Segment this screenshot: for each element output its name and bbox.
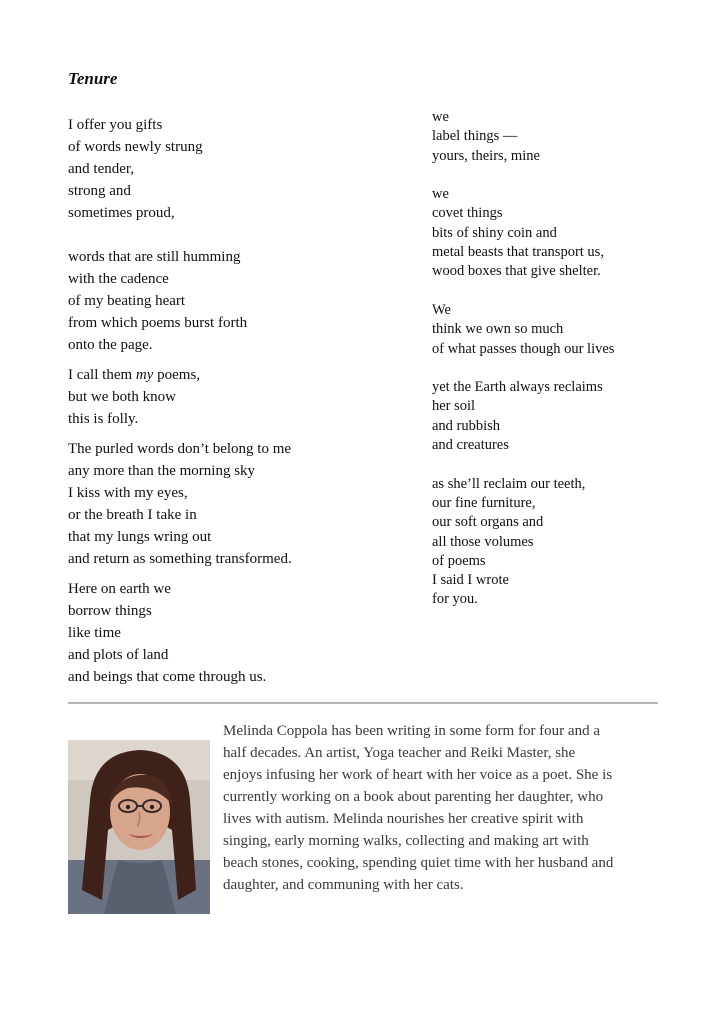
poem-title: Tenure: [68, 69, 118, 88]
poem-line: of poems: [432, 552, 486, 569]
poem-line: think we own so much: [432, 321, 564, 338]
stanza-5: [68, 578, 368, 688]
poem-line: but we both know: [68, 389, 176, 405]
poem-line: bits of shiny coin and: [432, 224, 557, 241]
poem-line: Here on earth we: [68, 581, 171, 597]
poem-line: any more than the morning sky: [68, 463, 256, 479]
poem-line: yet the Earth always reclaims: [432, 379, 603, 396]
poem-line: and beings that come through us.: [68, 669, 267, 685]
poem-line: and creatures: [432, 437, 509, 454]
poem-line: we: [432, 186, 449, 203]
poem-line: label things —: [432, 128, 518, 145]
poem-line: metal beasts that transport us,: [432, 244, 604, 261]
poem-line: that my lungs wring out: [68, 529, 212, 545]
poem-line: this is folly.: [68, 411, 139, 427]
stanza-10: [432, 475, 692, 610]
stanza-6: [432, 108, 692, 166]
poem-line: and rubbish: [432, 417, 501, 434]
poem-line: The purled words don’t belong to me: [68, 441, 292, 457]
poem-line: we: [432, 109, 449, 125]
stanza-7: [432, 185, 692, 281]
poem-line: words that are still humming: [68, 249, 241, 265]
poem-line: of words newly strung: [68, 139, 203, 155]
poem-line: all those volumes: [432, 533, 534, 550]
poem-right-column: [432, 108, 692, 610]
poem-line: our soft organs and: [432, 514, 544, 531]
author-bio: [223, 720, 663, 896]
poem-line: for you.: [432, 591, 478, 608]
poem-line: I kiss with my eyes,: [68, 485, 188, 501]
bio-line: daughter, and communing with her cats.: [223, 877, 464, 893]
poem-line: with the cadence: [68, 271, 169, 287]
poem-line-part: I call them: [68, 367, 136, 383]
author-photo: [68, 740, 210, 914]
poem-line: of what passes though our lives: [432, 340, 615, 357]
poem-line: her soil: [432, 398, 476, 415]
poem-line: like time: [68, 625, 121, 641]
poem-line: sometimes proud,: [68, 205, 175, 221]
bio-line: lives with autism. Melinda nourishes her creative spirit with: [223, 811, 584, 827]
poem-line: yours, theirs, mine: [432, 147, 540, 164]
bio-line: singing, early morning walks, collecting and making art with: [223, 833, 589, 849]
stanza-1: [68, 114, 368, 224]
poem-line: borrow things: [68, 603, 152, 619]
bio-line: currently working on a book about parenting her daughter, who: [223, 789, 604, 805]
stanza-4: [68, 438, 368, 570]
bio-line: enjoys infusing her work of heart with her voice as a poet. She is: [223, 767, 613, 783]
poem-line: of my beating heart: [68, 293, 186, 309]
stanza-2: [68, 246, 368, 356]
stanza-3: [68, 364, 368, 430]
poem-line: and plots of land: [68, 647, 169, 663]
poem-line: our fine furniture,: [432, 494, 536, 511]
poem-line: and return as something transformed.: [68, 551, 292, 567]
poem-line: I offer you gifts: [68, 117, 163, 133]
poem-line: [68, 364, 368, 386]
stanza-8: [432, 301, 692, 359]
poem-line: I said I wrote: [432, 572, 509, 589]
poem-line: from which poems burst forth: [68, 315, 248, 331]
poem-line: onto the page.: [68, 337, 153, 353]
bio-line: half decades. An artist, Yoga teacher and Reiki Master, she: [223, 745, 576, 761]
section-divider: [68, 702, 658, 704]
stanza-9: [432, 378, 692, 455]
bio-line: Melinda Coppola has been writing in some form for four and a: [223, 723, 600, 739]
poem-line: and tender,: [68, 161, 135, 177]
poem-line: wood boxes that give shelter.: [432, 263, 601, 280]
poem-line: strong and: [68, 183, 131, 199]
poem-left-column: [68, 114, 368, 688]
poem-line: or the breath I take in: [68, 507, 197, 523]
poem-line-emphasis: my: [135, 367, 154, 383]
poem-line: covet things: [432, 205, 503, 222]
poem-line-part: poems,: [153, 367, 201, 383]
poem-line: We: [432, 301, 451, 318]
bio-line: beach stones, cooking, spending quiet time with her husband and: [223, 855, 614, 871]
poem-line: as she’ll reclaim our teeth,: [432, 475, 586, 492]
